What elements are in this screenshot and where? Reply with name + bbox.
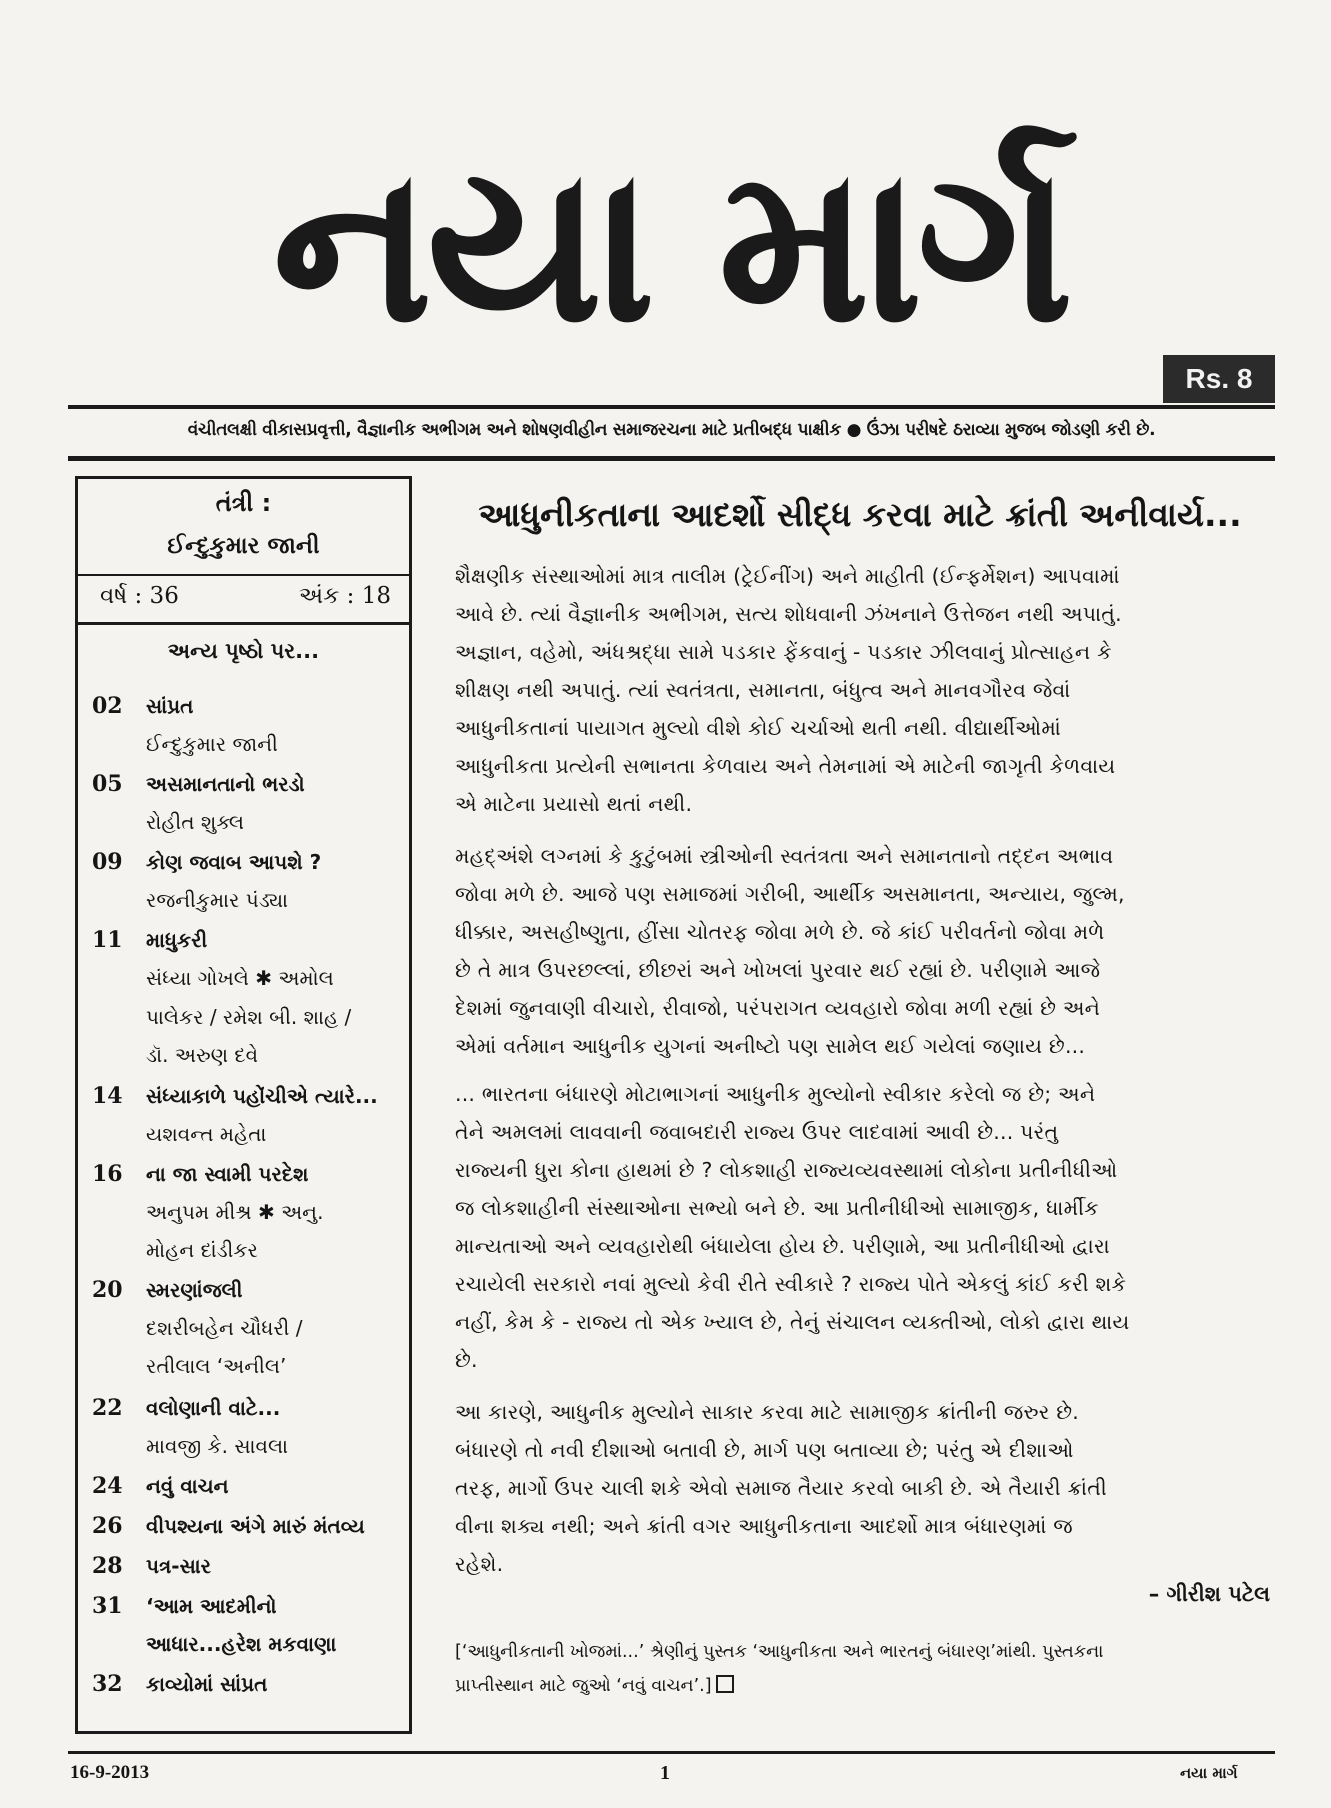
page-number: 1 <box>660 1762 670 1784</box>
article-text-line: આ કારણે, આધુનીક મુલ્યોને સાકાર કરવા માટે સામાજીક ક્રાંતીની જરુર છે. <box>455 1400 1080 1424</box>
toc-item <box>78 1389 409 1427</box>
toc-page-number: 16 <box>92 1161 123 1187</box>
toc-title: માધુકરી <box>146 928 208 952</box>
toc-item <box>78 1427 409 1465</box>
toc-item <box>78 803 409 841</box>
price-badge: Rs. 8 <box>1163 355 1275 403</box>
toc-item <box>78 1155 409 1193</box>
toc-title: વલોણાની વાટે... <box>146 1396 281 1420</box>
article-text-line: નહીં, કેમ કે - રાજ્ય તો એક ખ્યાલ છે, તેનું સંચાલન વ્યક્તીઓ, લોકો દ્વારા થાય <box>455 1310 1130 1334</box>
toc-item <box>78 1467 409 1505</box>
divider <box>68 1751 1275 1754</box>
article-text-line: રહેશે. <box>455 1552 504 1576</box>
toc-author: માવજી કે. સાવલા <box>146 1434 288 1458</box>
other-pages-heading: અન્ય પૃષ્ઠો પર... <box>167 639 320 663</box>
article-text-line: આવે છે. ત્યાં વૈજ્ઞાનીક અભીગમ, સત્ય શોધવાની ઝંખનાને ઉત્તેજન નથી અપાતું. <box>455 602 1122 626</box>
toc-title: કોણ જવાબ આપશે ? <box>146 850 322 874</box>
article-headline: આધુનીકતાના આદર્શો સીદ્ધ કરવા માટે ક્રાંતી અનીવાર્ય... <box>478 495 1242 534</box>
toc-title: વીપશ્યના અંગે મારું મંતવ્ય <box>146 1514 365 1538</box>
toc-item <box>78 1115 409 1153</box>
article-text-line: બંધારણે તો નવી દીશાઓ બતાવી છે, માર્ગ પણ બતાવ્યા છે; પરંતુ એ દીશાઓ <box>455 1438 1074 1462</box>
toc-page-number: 09 <box>92 849 123 875</box>
toc-title: આધાર...હરેશ મકવાણા <box>146 1632 337 1656</box>
toc-page-number: 11 <box>92 927 123 953</box>
divider <box>68 456 1275 461</box>
toc-item <box>78 765 409 803</box>
toc-item <box>78 959 409 997</box>
article-text-line: એમાં વર્તમાન આધુનીક યુગનાં અનીષ્ટો પણ સામેલ થઈ ગયેલાં જણાય છે... <box>455 1034 1086 1058</box>
toc-title: ના જા સ્વામી પરદેશ <box>146 1162 309 1186</box>
toc-author: પાલેકર / રમેશ બી. શાહ / <box>146 1005 352 1029</box>
toc-author: સંધ્યા ગોખલે ✱ અમોલ <box>146 966 334 990</box>
toc-title: સંધ્યાકાળે પહોંચીએ ત્યારે... <box>146 1084 378 1108</box>
toc-page-number: 24 <box>92 1473 123 1499</box>
toc-author: ડૉ. અરુણ દવે <box>146 1043 259 1067</box>
toc-author: મોહન દાંડીકર <box>146 1238 258 1262</box>
toc-author: રજનીકુમાર પંડ્યા <box>146 888 288 912</box>
article-text-line: આધુનીકતા પ્રત્યેની સભાનતા કેળવાય અને તેમનામાં એ માટેની જાગૃતી કેળવાય <box>455 754 1116 778</box>
toc-title: નવું વાચન <box>146 1474 229 1498</box>
toc-item <box>78 1665 409 1703</box>
toc-page-number: 14 <box>92 1083 123 1109</box>
toc-author: ઈન્દુકુમાર જાની <box>146 732 278 756</box>
contents-sidebar <box>75 476 412 1734</box>
issue-number: અંક : 18 <box>298 583 391 609</box>
toc-page-number: 28 <box>92 1553 123 1579</box>
toc-item <box>78 1193 409 1231</box>
toc-item <box>78 1309 409 1347</box>
toc-author: યશવન્ત મહેતા <box>146 1122 267 1146</box>
toc-item <box>78 725 409 763</box>
toc-page-number: 20 <box>92 1277 123 1303</box>
article-text-line: જ લોકશાહીની સંસ્થાઓના સભ્યો બને છે. આ પ્રતીનીધીઓ સામાજીક, ધાર્મીક <box>455 1196 1099 1220</box>
toc-page-number: 26 <box>92 1513 123 1539</box>
article-text-line: ... ભારતના બંધારણે મોટાભાગનાં આધુનીક મુલ્યોનો સ્વીકાર કરેલો જ છે; અને <box>455 1082 1096 1106</box>
editor-name: ઈન્દુકુમાર જાની <box>167 533 320 559</box>
toc-item <box>78 687 409 725</box>
article-text-line: અજ્ઞાન, વહેમો, અંધશ્રદ્ધા સામે પડકાર ફેંકવાનું - પડકાર ઝીલવાનું પ્રોત્સાહન કે <box>455 640 1112 664</box>
toc-item <box>78 998 409 1036</box>
toc-item <box>78 1587 409 1625</box>
article-text-line: રાજ્યની ધુરા કોના હાથમાં છે ? લોકશાહી રાજ્યવ્યવસ્થામાં લોકોના પ્રતીનીધીઓ <box>455 1158 1118 1182</box>
article-author: – ગીરીશ પટેલ <box>1148 1582 1270 1606</box>
article-text-line: તરફ, માર્ગો ઉપર ચાલી શકે એવો સમાજ તૈયાર કરવો બાકી છે. એ તૈયારી ક્રાંતી <box>455 1476 1107 1500</box>
toc-item <box>78 843 409 881</box>
toc-title: પત્ર-સાર <box>146 1554 212 1578</box>
toc-item <box>78 1625 409 1663</box>
article-text-line: વીના શક્ય નથી; અને ક્રાંતી વગર આધુનીકતાના આદર્શો માત્ર બંધારણમાં જ <box>455 1514 1073 1538</box>
toc-item <box>78 1036 409 1074</box>
source-note-line: [‘આધુનીકતાની ખોજમાં...’ શ્રેણીનું પુસ્તક ‘આધુનીકતા અને ભારતનું બંધારણ’માંથી. પુસ્તકના <box>455 1642 1104 1662</box>
toc-page-number: 02 <box>92 693 123 719</box>
article-text-line: જોવા મળે છે. આજે પણ સમાજમાં ગરીબી, આર્થીક અસમાનતા, અન્યાય, જુલ્મ, <box>455 882 1125 906</box>
divider <box>78 622 409 625</box>
toc-item <box>78 1271 409 1309</box>
toc-author: રોહીત શુક્લ <box>146 810 245 834</box>
article-text-line: ધીક્કાર, અસહીષ્ણુતા, હીંસા ચોતરફ જોવા મળે છે. જે કાંઈ પરીવર્તનો જોવા મળે <box>455 920 1105 944</box>
toc-page-number: 05 <box>92 771 123 797</box>
toc-title: સ્મરણાંજલી <box>146 1278 243 1302</box>
toc-title: સાંપ્રત <box>146 694 194 718</box>
toc-page-number: 32 <box>92 1671 123 1697</box>
toc-page-number: 22 <box>92 1395 123 1421</box>
toc-title: કાવ્યોમાં સાંપ્રત <box>146 1672 268 1696</box>
article-text-line: દેશમાં જુનવાણી વીચારો, રીવાજો, પરંપરાગત વ્યવહારો જોવા મળી રહ્યાં છે અને <box>455 996 1101 1020</box>
article-text-line: શીક્ષણ નથી અપાતું. ત્યાં સ્વતંત્રતા, સમાનતા, બંધુત્વ અને માનવગૌરવ જેવાં <box>455 678 1071 702</box>
toc-title: અસમાનતાનો ભરડો <box>146 772 305 796</box>
volume-year: વર્ષ : 36 <box>100 583 179 609</box>
divider <box>78 574 409 576</box>
toc-author: રતીલાલ ‘અનીલ’ <box>146 1354 287 1378</box>
footer-publication-name: નયા માર્ગ <box>1180 1764 1238 1782</box>
source-note-line <box>455 1670 1270 1702</box>
toc-item <box>78 1347 409 1385</box>
editor-label: તંત્રી : <box>215 489 272 517</box>
toc-item <box>78 881 409 919</box>
toc-item <box>78 921 409 959</box>
toc-item <box>78 1507 409 1545</box>
toc-author: દશરીબહેન ચૌધરી / <box>146 1316 303 1340</box>
toc-item <box>78 1077 409 1115</box>
tagline: વંચીતલક્ષી વીકાસપ્રવૃત્તી, વૈજ્ઞાનીક અભીગમ અને શોષણવીહીન સમાજરચના માટે પ્રતીબદ્ધ પાક્ષીક ● ઉંઝા પરીષદે ઠરાવ્યા મુજબ જોડણી કરી છે. <box>187 420 1156 440</box>
divider <box>68 405 1275 409</box>
article-text-line: શૈક્ષણીક સંસ્થાઓમાં માત્ર તાલીમ (ટ્રેઈનીંગ) અને માહીતી (ઈન્ફર્મેશન) આપવામાં <box>455 564 1120 588</box>
masthead-title: નયા માર્ગ <box>272 119 1068 370</box>
source-note-text: પ્રાપ્તીસ્થાન માટે જુઓ ‘નવું વાચન’.] <box>455 1676 712 1696</box>
article-text-line: માન્યતાઓ અને વ્યવહારોથી બંધાયેલા હોય છે. પરીણામે, આ પ્રતીનીધીઓ દ્વારા <box>455 1234 1110 1258</box>
article-text-line: છે તે માત્ર ઉપરછલ્લાં, છીછરાં અને ખોખલાં પુરવાર થઈ રહ્યાં છે. પરીણામે આજે <box>455 958 1101 982</box>
article-text-line: મહદ્અંશે લગ્નમાં કે કુટુંબમાં સ્ત્રીઓની સ્વતંત્રતા અને સમાનતાનો તદ્દન અભાવ <box>455 844 1114 868</box>
toc-author: અનુપમ મીશ્ર ✱ અનુ. <box>146 1200 324 1224</box>
article-text-line: રચાયેલી સરકારો નવાં મુલ્યો કેવી રીતે સ્વીકારે ? રાજ્ય પોતે એકલું કાંઈ કરી શકે <box>455 1272 1127 1296</box>
issue-date: 16-9-2013 <box>70 1762 150 1783</box>
article-text-line: તેને અમલમાં લાવવાની જવાબદારી રાજ્ય ઉપર લાદવામાં આવી છે... પરંતુ <box>455 1120 1059 1144</box>
toc-item <box>78 1547 409 1585</box>
toc-item <box>78 1231 409 1269</box>
end-mark-icon <box>716 1675 734 1693</box>
article-text-line: એ માટેના પ્રયાસો થતાં નથી. <box>455 792 693 816</box>
article-text-line: આધુનીકતાનાં પાયાગત મુલ્યો વીશે કોઈ ચર્ચાઓ થતી નથી. વીદ્યાર્થીઓમાં <box>455 716 1062 740</box>
toc-title: ‘આમ આદમીનો <box>146 1594 277 1618</box>
toc-page-number: 31 <box>92 1593 123 1619</box>
article-text-line: છે. <box>455 1348 478 1372</box>
